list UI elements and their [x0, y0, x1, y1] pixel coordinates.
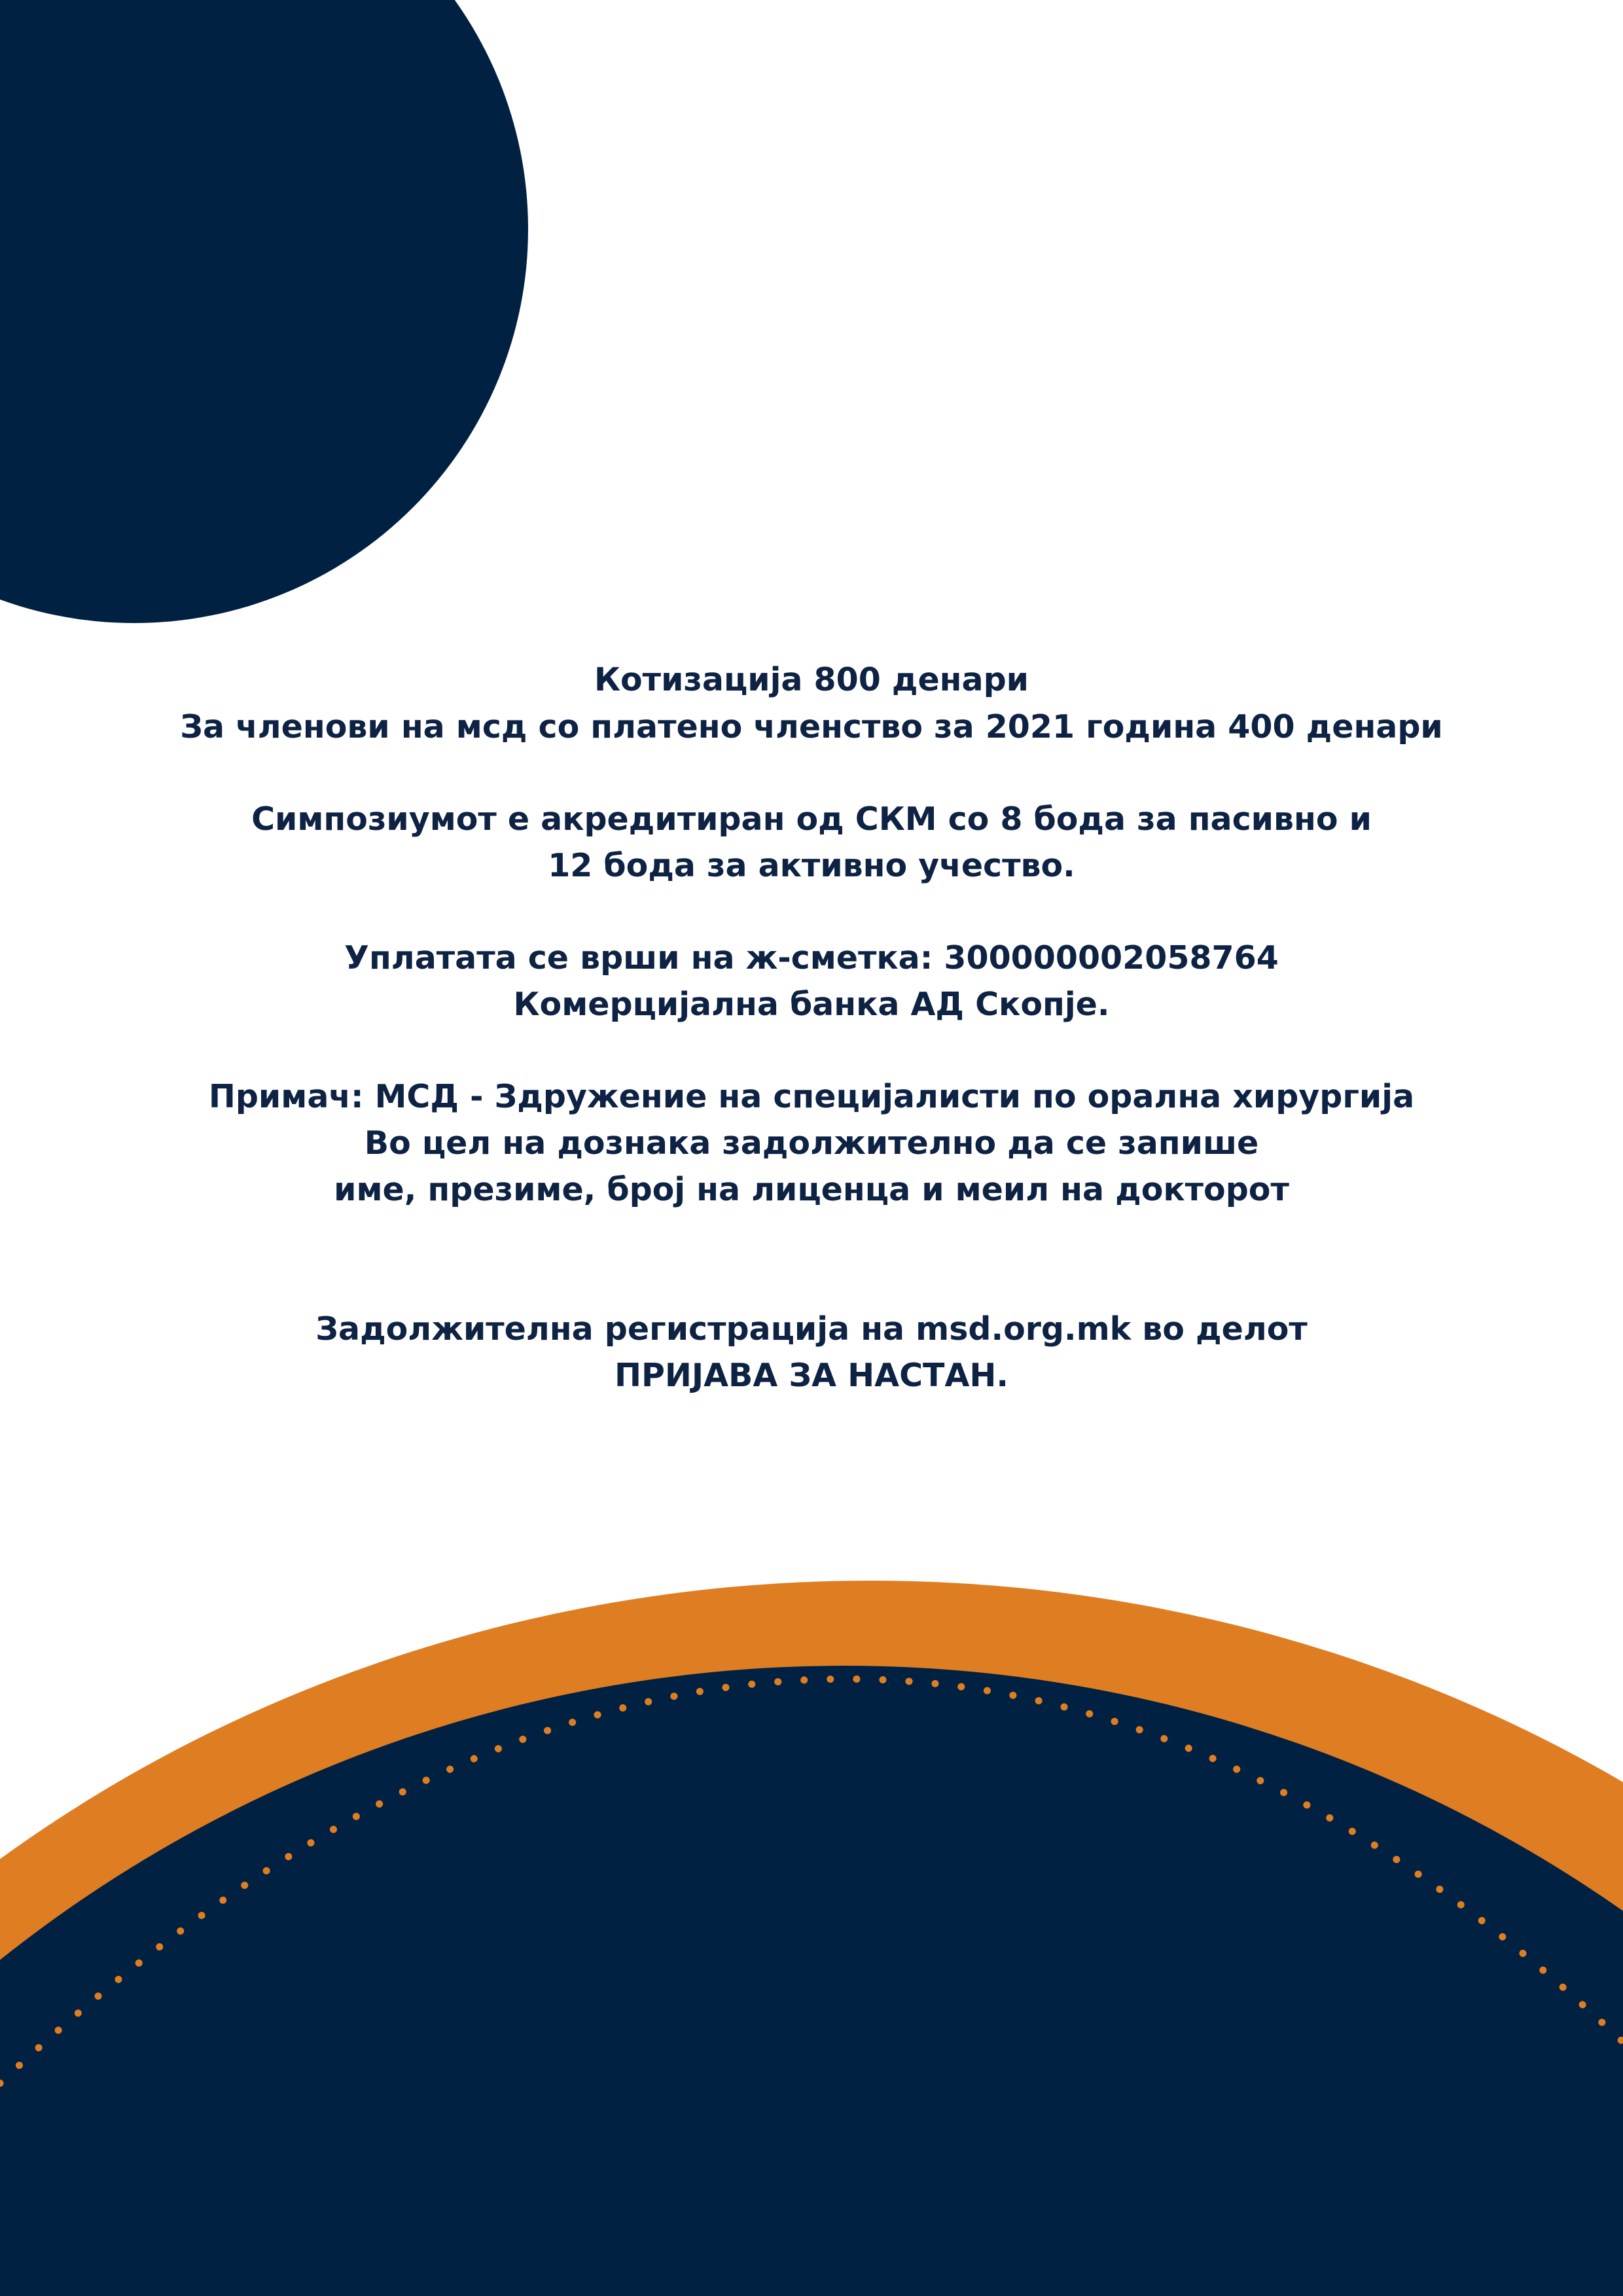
accreditation-line-1: Симпозиумот е акредитиран од СКМ со 8 бода за пасивно и [251, 800, 1372, 838]
recipient-line-2: Во цел на дознака задолжително да се запише [364, 1124, 1259, 1162]
payment-line-2: Комерцијална банка АД Скопје. [513, 986, 1110, 1023]
registration-line-2: ПРИЈАВА ЗА НАСТАН. [614, 1357, 1009, 1394]
accreditation-line-2: 12 бода за активно учество. [548, 847, 1075, 884]
fee-line-1: Котизација 800 денари [594, 661, 1029, 698]
recipient-line-1: Примач: МСД - Здружение на специјалисти по орална хирургија [208, 1078, 1415, 1115]
payment-line-1: Уплатата се врши на ж-сметка: 300000002058764 [344, 939, 1279, 977]
registration-line-1: Задолжителна регистрација на msd.org.mk во делот [315, 1310, 1308, 1348]
fee-line-2: За членови на мсд со платено членство за 2021 година 400 денари [180, 708, 1443, 745]
recipient-line-3: име, презиме, број на лиценца и меил на докторот [334, 1171, 1289, 1208]
